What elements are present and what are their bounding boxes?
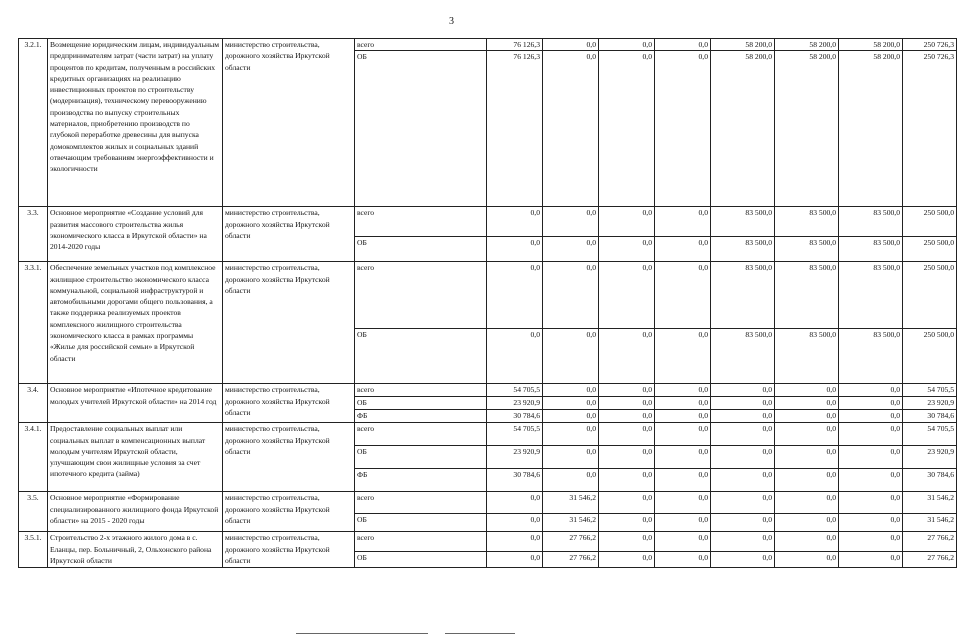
funding-source: всего (355, 532, 487, 552)
year-value: 0,0 (711, 492, 775, 514)
funding-source: ФБ (355, 410, 487, 423)
activity-name: Основное мероприятие «Ипотечное кредитование молодых учителей Иркутской области» на 2014 год (48, 384, 223, 423)
year-value: 0,0 (655, 492, 711, 514)
year-value: 0,0 (839, 384, 903, 397)
total-value: 250 726,3 (903, 39, 957, 51)
activity-name: Основное мероприятие «Формирование специализированного жилищного фонда Иркутской области» на 2015 - 2020 годы (48, 492, 223, 532)
year-value: 0,0 (599, 384, 655, 397)
total-value: 23 920,9 (903, 446, 957, 469)
year-value: 54 705,5 (487, 384, 543, 397)
year-value: 0,0 (487, 552, 543, 568)
year-value: 58 200,0 (711, 51, 775, 207)
year-value: 0,0 (543, 446, 599, 469)
responsible-executor: министерство строительства, дорожного хозяйства Иркутской области (223, 384, 355, 423)
year-value: 31 546,2 (543, 492, 599, 514)
year-value: 0,0 (839, 492, 903, 514)
funding-source: всего (355, 384, 487, 397)
activity-name: Основное мероприятие «Создание условий для развития массового строительства жилья экономического класса в Иркутской области» на 2014-2020 годы (48, 207, 223, 262)
activity-name: Предоставление социальных выплат или социальных выплат в компенсационных выплат молодым учителям Иркутской области, улучшающим свои жилищные условия за счет ипотечного кредита (займа) (48, 423, 223, 492)
year-value: 83 500,0 (839, 329, 903, 384)
year-value: 58 200,0 (839, 51, 903, 207)
funding-source: ОБ (355, 552, 487, 568)
year-value: 0,0 (599, 397, 655, 410)
year-value: 0,0 (655, 329, 711, 384)
page-number: 3 (449, 16, 454, 27)
year-value: 0,0 (543, 39, 599, 51)
year-value: 83 500,0 (775, 237, 839, 262)
year-value: 0,0 (543, 51, 599, 207)
year-value: 0,0 (599, 410, 655, 423)
total-value: 250 500,0 (903, 262, 957, 329)
year-value: 0,0 (711, 532, 775, 552)
year-value: 0,0 (711, 446, 775, 469)
total-value: 30 784,6 (903, 410, 957, 423)
responsible-executor: министерство строительства, дорожного хозяйства Иркутской области (223, 423, 355, 492)
year-value: 0,0 (599, 51, 655, 207)
total-value: 27 766,2 (903, 552, 957, 568)
year-value: 0,0 (543, 384, 599, 397)
year-value: 58 200,0 (775, 39, 839, 51)
table-row (19, 532, 957, 552)
activity-name: Строительство 2-х этажного жилого дома в с. Еланцы, пер. Больничный, 2, Ольхонского района Иркутской области (48, 532, 223, 568)
year-value: 0,0 (655, 552, 711, 568)
year-value: 0,0 (543, 469, 599, 492)
year-value: 0,0 (655, 384, 711, 397)
year-value: 0,0 (775, 423, 839, 446)
year-value: 0,0 (487, 492, 543, 514)
year-value: 0,0 (599, 446, 655, 469)
year-value: 58 200,0 (775, 51, 839, 207)
year-value: 0,0 (775, 552, 839, 568)
year-value: 0,0 (711, 469, 775, 492)
scan-artifact-line (445, 633, 515, 634)
activity-number: 3.5.1. (19, 532, 48, 568)
year-value: 0,0 (711, 423, 775, 446)
responsible-executor: министерство строительства, дорожного хозяйства Иркутской области (223, 532, 355, 568)
year-value: 0,0 (775, 492, 839, 514)
year-value: 0,0 (655, 446, 711, 469)
year-value: 0,0 (839, 469, 903, 492)
year-value: 0,0 (599, 423, 655, 446)
year-value: 0,0 (711, 552, 775, 568)
year-value: 0,0 (543, 423, 599, 446)
total-value: 250 500,0 (903, 237, 957, 262)
total-value: 23 920,9 (903, 397, 957, 410)
total-value: 250 500,0 (903, 207, 957, 237)
activity-name: Возмещение юридическим лицам, индивидуальным предпринимателям затрат (части затрат) на уплату процентов по кредитам, полученным в российских кредитных организациях на реализацию инвестиционных проектов по строительству (модернизация), техническому перевооружению производства по выпуску строительных материалов, приобретению производств по глубокой переработке древесины для выпуска домокомплектов жилых и социальных зданий отвечающим требованиям энергоэффективности и экологичности (48, 39, 223, 207)
year-value: 0,0 (775, 532, 839, 552)
year-value: 0,0 (487, 514, 543, 532)
year-value: 54 705,5 (487, 423, 543, 446)
year-value: 0,0 (655, 397, 711, 410)
total-value: 54 705,5 (903, 384, 957, 397)
year-value: 0,0 (775, 410, 839, 423)
year-value: 0,0 (655, 207, 711, 237)
activity-number: 3.4.1. (19, 423, 48, 492)
year-value: 0,0 (711, 410, 775, 423)
year-value: 0,0 (655, 39, 711, 51)
year-value: 0,0 (487, 237, 543, 262)
year-value: 0,0 (839, 552, 903, 568)
year-value: 0,0 (543, 329, 599, 384)
year-value: 0,0 (775, 469, 839, 492)
year-value: 0,0 (775, 446, 839, 469)
year-value: 27 766,2 (543, 532, 599, 552)
year-value: 76 126,3 (487, 39, 543, 51)
year-value: 83 500,0 (839, 237, 903, 262)
funding-source: ФБ (355, 469, 487, 492)
year-value: 0,0 (543, 410, 599, 423)
responsible-executor: министерство строительства, дорожного хозяйства Иркутской области (223, 492, 355, 532)
year-value: 83 500,0 (711, 329, 775, 384)
year-value: 76 126,3 (487, 51, 543, 207)
funding-source: всего (355, 262, 487, 329)
year-value: 0,0 (487, 329, 543, 384)
year-value: 0,0 (655, 237, 711, 262)
activity-name: Обеспечение земельных участков под комплексное жилищное строительство экономического класса коммунальной, социальной инфраструктурой и автомобильными дорогами общего пользования, а также поддержка реализуемых проектов комплексного жилищного строительства экономического класса в рамках программы «Жилье для российской семьи» в Иркутской области (48, 262, 223, 384)
year-value: 83 500,0 (775, 329, 839, 384)
table-row (19, 384, 957, 397)
year-value: 23 920,9 (487, 397, 543, 410)
funding-source: ОБ (355, 51, 487, 207)
year-value: 0,0 (599, 237, 655, 262)
funding-source: ОБ (355, 514, 487, 532)
table-row (19, 262, 957, 329)
year-value: 30 784,6 (487, 410, 543, 423)
responsible-executor: министерство строительства, дорожного хозяйства Иркутской области (223, 39, 355, 207)
year-value: 0,0 (839, 423, 903, 446)
year-value: 0,0 (655, 262, 711, 329)
year-value: 83 500,0 (711, 207, 775, 237)
funding-source: ОБ (355, 397, 487, 410)
year-value: 0,0 (599, 207, 655, 237)
activity-number: 3.4. (19, 384, 48, 423)
activity-number: 3.3.1. (19, 262, 48, 384)
year-value: 83 500,0 (775, 207, 839, 237)
funding-source: всего (355, 492, 487, 514)
year-value: 0,0 (655, 532, 711, 552)
year-value: 31 546,2 (543, 514, 599, 532)
total-value: 31 546,2 (903, 492, 957, 514)
year-value: 0,0 (711, 384, 775, 397)
year-value: 0,0 (655, 469, 711, 492)
year-value: 27 766,2 (543, 552, 599, 568)
responsible-executor: министерство строительства, дорожного хозяйства Иркутской области (223, 207, 355, 262)
year-value: 0,0 (599, 329, 655, 384)
funding-source: ОБ (355, 329, 487, 384)
year-value: 0,0 (775, 514, 839, 532)
funding-source: всего (355, 39, 487, 51)
year-value: 0,0 (599, 469, 655, 492)
year-value: 30 784,6 (487, 469, 543, 492)
total-value: 31 546,2 (903, 514, 957, 532)
year-value: 0,0 (599, 262, 655, 329)
year-value: 23 920,9 (487, 446, 543, 469)
year-value: 0,0 (655, 423, 711, 446)
year-value: 0,0 (839, 446, 903, 469)
year-value: 0,0 (775, 384, 839, 397)
year-value: 0,0 (543, 237, 599, 262)
year-value: 0,0 (487, 207, 543, 237)
funding-source: ОБ (355, 446, 487, 469)
year-value: 0,0 (655, 410, 711, 423)
year-value: 0,0 (655, 514, 711, 532)
year-value: 83 500,0 (711, 237, 775, 262)
year-value: 0,0 (839, 532, 903, 552)
total-value: 250 726,3 (903, 51, 957, 207)
year-value: 0,0 (487, 262, 543, 329)
year-value: 0,0 (711, 397, 775, 410)
activity-number: 3.3. (19, 207, 48, 262)
year-value: 0,0 (839, 397, 903, 410)
activity-number: 3.5. (19, 492, 48, 532)
table-body (19, 39, 957, 568)
year-value: 0,0 (543, 262, 599, 329)
funding-source: всего (355, 423, 487, 446)
year-value: 58 200,0 (839, 39, 903, 51)
scan-artifact-line (296, 633, 428, 634)
program-activities-table (18, 38, 957, 568)
total-value: 54 705,5 (903, 423, 957, 446)
activity-number: 3.2.1. (19, 39, 48, 207)
year-value: 0,0 (599, 514, 655, 532)
year-value: 0,0 (599, 532, 655, 552)
table-row (19, 207, 957, 237)
year-value: 58 200,0 (711, 39, 775, 51)
table-row (19, 423, 957, 446)
funding-source: всего (355, 207, 487, 237)
year-value: 0,0 (543, 207, 599, 237)
year-value: 83 500,0 (839, 207, 903, 237)
year-value: 0,0 (543, 397, 599, 410)
total-value: 30 784,6 (903, 469, 957, 492)
year-value: 0,0 (775, 397, 839, 410)
year-value: 0,0 (599, 552, 655, 568)
year-value: 83 500,0 (775, 262, 839, 329)
year-value: 83 500,0 (839, 262, 903, 329)
table-row (19, 39, 957, 51)
year-value: 0,0 (599, 39, 655, 51)
responsible-executor: министерство строительства, дорожного хозяйства Иркутской области (223, 262, 355, 384)
year-value: 0,0 (599, 492, 655, 514)
total-value: 27 766,2 (903, 532, 957, 552)
year-value: 0,0 (711, 514, 775, 532)
table-row (19, 492, 957, 514)
year-value: 0,0 (487, 532, 543, 552)
year-value: 0,0 (839, 410, 903, 423)
funding-source: ОБ (355, 237, 487, 262)
year-value: 83 500,0 (711, 262, 775, 329)
year-value: 0,0 (655, 51, 711, 207)
total-value: 250 500,0 (903, 329, 957, 384)
year-value: 0,0 (839, 514, 903, 532)
